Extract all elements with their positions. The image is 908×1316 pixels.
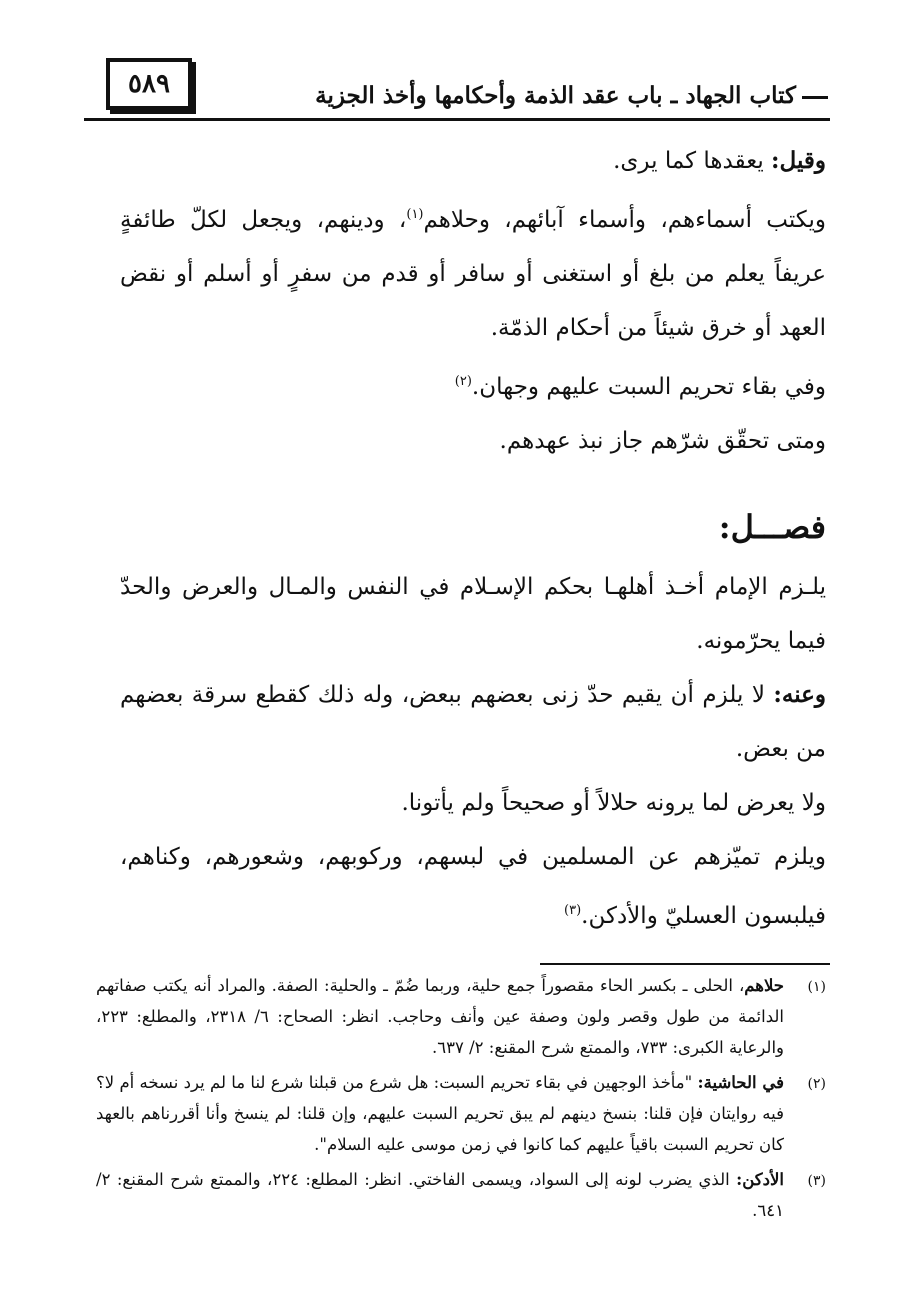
footnote-ref[interactable]: (٢) bbox=[454, 374, 472, 389]
paragraph-text: ويلزم تميّزهم عن المسلمين في لبسهم، وركوبهم، وشعورهم، وكناهم، فيلبسون العسليّ والأدكن. bbox=[120, 844, 826, 929]
footnote-ref[interactable]: (١) bbox=[406, 207, 424, 222]
footnote-body: ، الحلى ـ بكسر الحاء مقصوراً جمع حلية، وربما ضُمّ ـ والحلية: الصفة. والمراد أنه يكتب صفاتهم الدائمة من طول وقصر ولون وصفة عين وأنف وحاجب. انظر: الصحاح: ٦/ ٢٣١٨، والمطلع: ٢٢٣، والرعاية الكبرى: ٧٣٣، والممتع شرح المقنع: ٢/ ٦٣٧. bbox=[96, 976, 785, 1057]
footnote-number: (٣) bbox=[807, 1173, 826, 1189]
paragraph-text: ويكتب أسماءهم، وأسماء آبائهم، وحلاهم bbox=[423, 207, 827, 233]
page-number bbox=[106, 58, 192, 110]
footnote-item bbox=[96, 1164, 826, 1226]
paragraph bbox=[120, 188, 826, 355]
footnote-item bbox=[96, 970, 826, 1063]
footnote-body: "مأخذ الوجهين في بقاء تحريم السبت: هل شرع من قبلنا شرع لنا ما لم يرد نسخه أم لا؟ فيه روايتان فإن قلنا: بنسخ دينهم لم يبق تحريم السبت عليهم، وإن قلنا: لم ينسخ وأنا أقررناهم بالعهد كان تحريم السبت باقياً عليهم كما كانوا في زمن موسى عليه السلام". bbox=[96, 1073, 784, 1154]
footnote-body: الذي يضرب لونه إلى السواد، ويسمى الفاختي. انظر: المطلع: ٢٢٤، والممتع شرح المقنع: ٢/ ٦٤١. bbox=[96, 1170, 784, 1220]
running-title bbox=[315, 82, 828, 109]
running-title-text: كتاب الجهاد ـ باب عقد الذمة وأحكامها وأخذ الجزية bbox=[315, 82, 796, 109]
page-number-text: ٥٨٩ bbox=[128, 69, 170, 99]
paragraph-text: ولا يعرض لما يرونه حلالاً أو صحيحاً ولم يأتونا. bbox=[401, 790, 826, 816]
paragraph-text: ، ودينهم، ويجعل لكلّ طائفةٍ عريفاً يعلم من بلغ أو استغنى أو سافر أو قدم من سفرٍ أو أسلم أو نقض العهد أو خرق شيئاً من أحكام الذمّة. bbox=[120, 207, 826, 341]
footnote-label: حلاهم bbox=[744, 976, 784, 995]
footnote-separator bbox=[540, 963, 830, 965]
footnote-label: في الحاشية: bbox=[697, 1073, 784, 1092]
paragraph-text: لا يلزم أن يقيم حدّ زنى بعضهم ببعض، وله ذلك كقطع سرقة بعضهم من بعض. bbox=[120, 682, 826, 762]
paragraph bbox=[120, 668, 826, 776]
paragraph bbox=[120, 776, 826, 830]
footnote-item bbox=[96, 1067, 826, 1160]
paragraph-label: وعنه: bbox=[773, 681, 826, 708]
footnote-text bbox=[96, 970, 784, 1063]
paragraph bbox=[120, 560, 826, 668]
footnote-ref[interactable]: (٣) bbox=[564, 903, 582, 918]
paragraph bbox=[120, 414, 826, 468]
footnote-label: الأدكن: bbox=[736, 1170, 784, 1189]
paragraph bbox=[120, 830, 826, 943]
paragraph bbox=[120, 355, 826, 414]
main-text bbox=[120, 134, 826, 943]
paragraph-text: وفي بقاء تحريم السبت عليهم وجهان. bbox=[471, 374, 826, 400]
section-heading: فصـــل: bbox=[718, 508, 826, 546]
footnote-number: (١) bbox=[807, 979, 826, 995]
footnote-text bbox=[96, 1164, 784, 1226]
footnote-number: (٢) bbox=[807, 1076, 826, 1092]
paragraph-text: يعقدها كما يرى. bbox=[613, 148, 772, 174]
header-rule bbox=[84, 118, 830, 121]
footnote-text bbox=[96, 1067, 784, 1160]
footnotes bbox=[96, 970, 826, 1230]
paragraph-label: وقيل: bbox=[771, 147, 826, 174]
paragraph-text: ومتى تحقّق شرّهم جاز نبذ عهدهم. bbox=[499, 428, 826, 454]
paragraph-text: يلـزم الإمام أخـذ أهلهـا بحكم الإسـلام في النفس والمـال والعرض والحدّ فيما يحرّمونه. bbox=[120, 574, 826, 654]
paragraph bbox=[120, 134, 826, 188]
title-dash bbox=[802, 96, 828, 99]
